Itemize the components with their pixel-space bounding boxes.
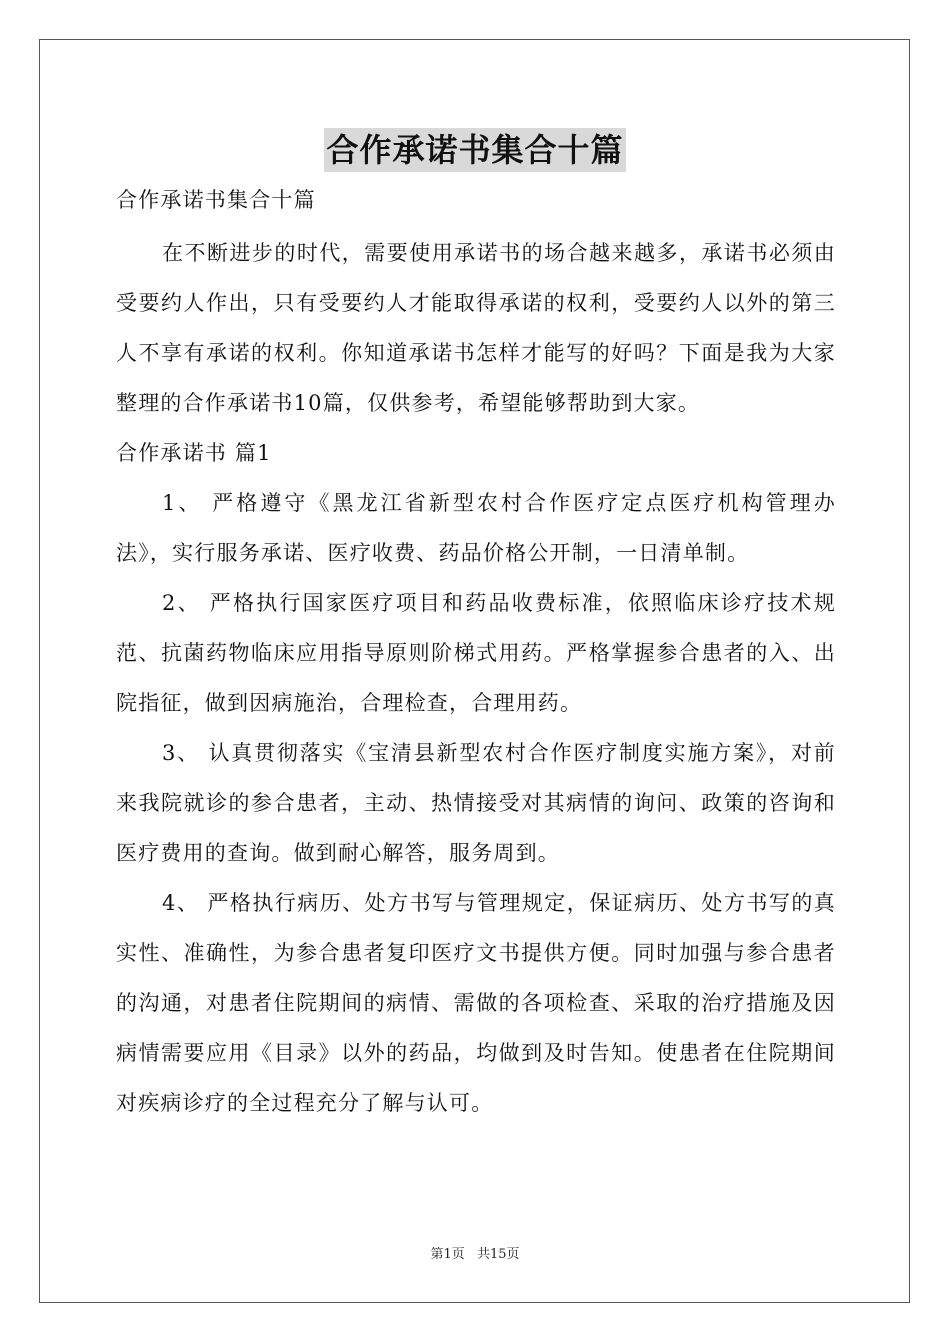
document-title: 合作承诺书集合十篇: [324, 128, 625, 172]
commitment-item-3: 3、 认真贯彻落实《宝清县新型农村合作医疗制度实施方案》，对前来我院就诊的参合患者，主动、热情接受对其病情的询问、政策的咨询和医疗费用的查询。做到耐心解答，服务周到。: [116, 741, 836, 865]
document-subtitle: 合作承诺书集合十篇: [116, 188, 316, 212]
document-body: [116, 178, 836, 1128]
title-container: [0, 128, 950, 172]
commitment-item-2: 2、 严格执行国家医疗项目和药品收费标准，依照临床诊疗技术规范、抗菌药物临床应用指导原则阶梯式用药。严格掌握参合患者的入、出院指征，做到因病施治，合理检查，合理用药。: [116, 591, 836, 715]
page-number: 第1页: [430, 1247, 465, 1262]
section-heading: 合作承诺书 篇1: [116, 441, 272, 465]
page-total: 共15页: [476, 1247, 520, 1262]
commitment-item-4: 4、 严格执行病历、处方书写与管理规定，保证病历、处方书写的真实性、准确性，为参合患者复印医疗文书提供方便。同时加强与参合患者的沟通，对患者住院期间的病情、需做的各项检查、采取的治疗措施及因病情需要应用《目录》以外的药品，均做到及时告知。使患者在住院期间对疾病诊疗的全过程充分了解与认可。: [116, 891, 836, 1115]
page-footer: [0, 1243, 950, 1262]
commitment-item-1: 1、 严格遵守《黑龙江省新型农村合作医疗定点医疗机构管理办法》，实行服务承诺、医疗收费、药品价格公开制，一日清单制。: [116, 491, 836, 565]
intro-paragraph: 在不断进步的时代，需要使用承诺书的场合越来越多，承诺书必须由受要约人作出，只有受要约人才能取得承诺的权利，受要约人以外的第三人不享有承诺的权利。你知道承诺书怎样才能写的好吗？下面是我为大家整理的合作承诺书10篇，仅供参考，希望能够帮助到大家。: [116, 241, 836, 415]
